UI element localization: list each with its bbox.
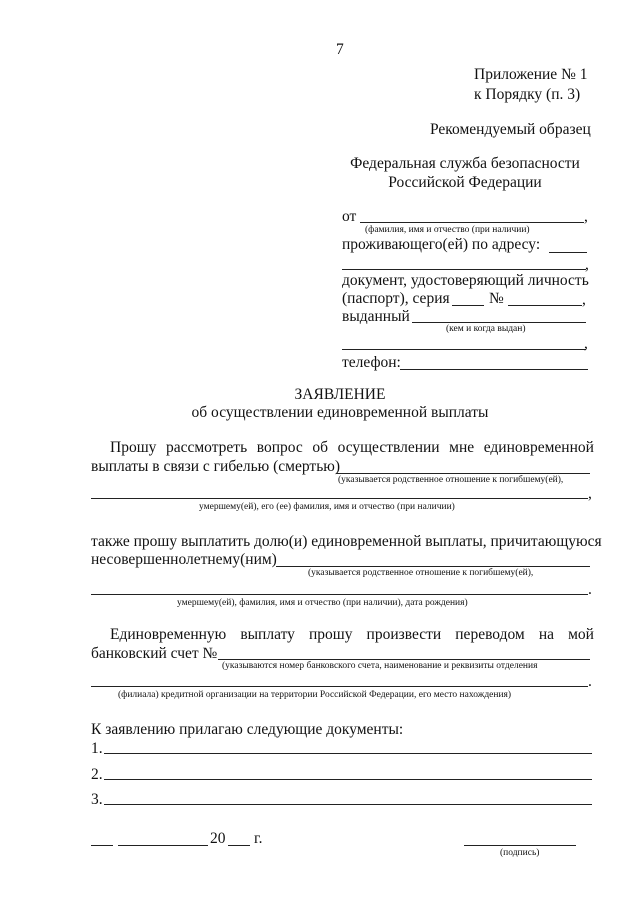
page-number: 7 [336, 41, 344, 58]
attachment-item-number: 2. [91, 766, 103, 783]
para2-hint2: умершему(ей), фамилия, имя и отчество (при наличии), дата рождения) [177, 598, 468, 608]
date-month-line[interactable] [118, 845, 208, 846]
attachment-line-1[interactable] [104, 753, 592, 754]
appendix-line2: к Порядку (п. 3) [474, 86, 581, 103]
attachment-item-number: 1. [91, 740, 103, 757]
year-prefix: 20 [210, 830, 226, 847]
para1-line2: выплаты в связи с гибелью (смертью) [91, 458, 340, 475]
recommended-sample: Рекомендуемый образец [430, 121, 591, 138]
issued-line-2[interactable] [342, 349, 586, 350]
para3-hint1: (указываются номер банковского счета, наименование и реквизиты отделения [222, 661, 538, 671]
addressee-line2: Российской Федерации [388, 174, 542, 191]
para3-line1: Единовременную выплату прошу произвести переводом на мой [110, 626, 594, 643]
from-label: от [342, 208, 357, 225]
fio-hint: (фамилия, имя и отчество (при наличии) [365, 225, 530, 235]
date-year-line[interactable] [228, 845, 250, 846]
signature-line[interactable] [464, 845, 576, 846]
para1-fill-line-1[interactable] [336, 473, 590, 474]
para3-hint2: (филиала) кредитной организации на территории Российской Федерации, его место нахождения) [118, 690, 512, 700]
para1-line1: Прошу рассмотреть вопрос об осуществлении мне единовременной [110, 439, 594, 456]
attachment-item-number: 3. [91, 791, 103, 808]
para1-hint2: умершему(ей), его (ее) фамилия, имя и отчество (при наличии) [199, 502, 455, 512]
number-label: № [489, 290, 504, 307]
address-label: проживающего(ей) по адресу: [342, 236, 541, 253]
addressee-line1: Федеральная служба безопасности [350, 155, 580, 172]
phone-line[interactable] [400, 369, 588, 370]
para3-fill-line-2[interactable] [91, 686, 588, 687]
passport-label: (паспорт), серия [342, 290, 450, 307]
para3-line2: банковский счет № [91, 645, 218, 662]
issued-label: выданный [342, 308, 410, 325]
issued-line-1[interactable] [412, 322, 586, 323]
attachment-line-2[interactable] [104, 779, 592, 780]
document-label: документ, удостоверяющий личность [342, 272, 589, 289]
para1-fill-line-2[interactable] [91, 498, 588, 499]
para2-line2: несовершеннолетнему(ним) [91, 551, 277, 568]
fio-line[interactable] [360, 222, 584, 223]
document-title: ЗАЯВЛЕНИЕ [294, 386, 386, 403]
document-subtitle: об осуществлении единовременной выплаты [191, 404, 489, 421]
appendix-line1: Приложение № 1 [474, 66, 588, 83]
issued-hint: (кем и когда выдан) [446, 324, 526, 334]
date-day-line[interactable] [91, 845, 113, 846]
signature-hint: (подпись) [500, 848, 540, 858]
attachments-title: К заявлению прилагаю следующие документы: [91, 721, 404, 738]
account-number-line[interactable] [218, 659, 590, 660]
passport-number-line[interactable] [508, 305, 582, 306]
address-line-2[interactable] [342, 269, 586, 270]
para2-fill-line-1[interactable] [276, 566, 590, 567]
para2-hint1: (указывается родственное отношение к погибшему(ей), [308, 568, 534, 578]
phone-label: телефон: [342, 354, 401, 371]
address-line-1[interactable] [549, 252, 587, 253]
passport-series-line[interactable] [452, 305, 484, 306]
year-suffix: г. [254, 830, 263, 847]
attachment-line-3[interactable] [104, 804, 592, 805]
para2-line1: также прошу выплатить долю(и) единовременной выплаты, причитающуюся [91, 533, 602, 550]
para1-hint1: (указывается родственное отношение к погибшему(ей), [338, 475, 564, 485]
para2-fill-line-2[interactable] [91, 594, 588, 595]
